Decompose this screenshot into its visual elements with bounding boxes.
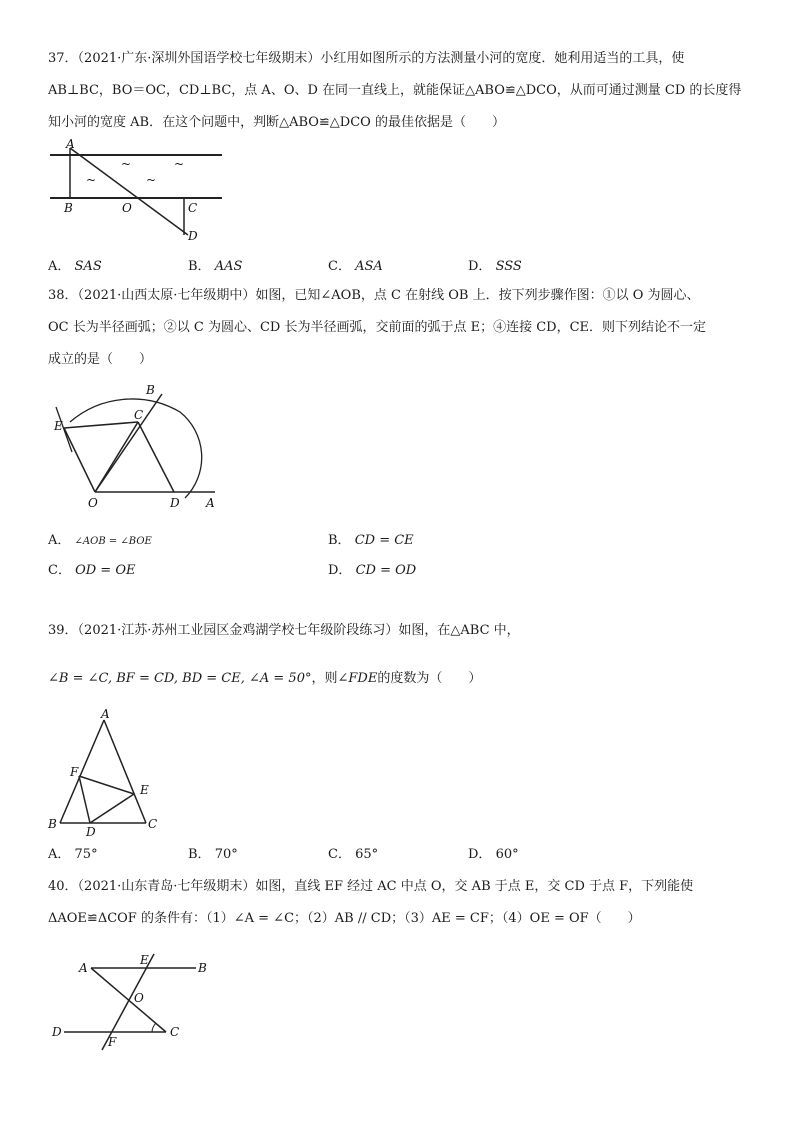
q38-option-a[interactable]: A． ∠AOB = ∠BOE — [48, 533, 152, 548]
q37-line1: 37．（2021·广东·深圳外国语学校七年级期末）小红用如图所示的方法测量小河的宽度．她利用适当的工具，使 — [48, 51, 685, 66]
q39-option-a[interactable]: A． 75° — [48, 847, 98, 862]
q40-label-c: C — [170, 1025, 180, 1039]
q37-label-b: B — [64, 201, 73, 215]
q40-label-d: D — [52, 1025, 62, 1039]
q37-option-c[interactable]: C． ASA — [328, 259, 383, 274]
q40-line1: 40．（2021·山东青岛·七年级期末）如图，直线 EF 经过 AC 中点 O，交 AB 于点 E，交 CD 于点 F，下列能使 — [48, 879, 694, 894]
q38-label-o: O — [88, 496, 98, 510]
q38-label-c: C — [134, 408, 144, 422]
q38-line2: OC 长为半径画弧；②以 C 为圆心、CD 长为半径画弧，交前面的弧于点 E；④连接 CD，CE．则下列结论不一定 — [48, 320, 707, 335]
q39-label-d: D — [86, 825, 96, 839]
q40-label-e: E — [140, 953, 149, 967]
q39-line2: ∠B = ∠C, BF = CD, BD = CE, ∠A = 50°，则∠FDE的度数为（ ） — [48, 671, 482, 686]
q39-line1: 39．（2021·江苏·苏州工业园区金鸡湖学校七年级阶段练习）如图，在△ABC 中， — [48, 623, 520, 638]
q37-wave-4: ~ — [146, 173, 157, 187]
q37-option-b[interactable]: B． AAS — [188, 259, 243, 274]
q38-line1: 38．（2021·山西太原·七年级期中）如图，已知∠AOB，点 C 在射线 OB 上．按下列步骤作图：①以 O 为圆心、 — [48, 288, 700, 303]
q38-label-b: B — [146, 383, 155, 397]
q37-wave-2: ~ — [174, 157, 185, 171]
q38-label-d: D — [170, 496, 180, 510]
q38-label-a: A — [206, 496, 215, 510]
q37-line2: AB⊥BC，BO＝OC，CD⊥BC，点 A、O、D 在同一直线上，就能保证△ABO≌△DCO，从而可通过测量 CD 的长度得 — [48, 83, 742, 98]
q39-option-b[interactable]: B． 70° — [188, 847, 238, 862]
q37-wave-1: ~ — [121, 157, 132, 171]
q38-figure — [50, 382, 230, 512]
q39-label-e: E — [140, 783, 149, 797]
q39-label-f: F — [70, 765, 79, 779]
q37-label-c: C — [188, 201, 198, 215]
q39-figure — [46, 708, 166, 838]
q37-wave-3: ~ — [86, 173, 97, 187]
q37-line3: 知小河的宽度 AB．在这个问题中，判断△ABO≌△DCO 的最佳依据是（ ） — [48, 115, 505, 130]
q40-label-o: O — [134, 991, 144, 1005]
q38-option-d[interactable]: D． CD = OD — [328, 563, 417, 578]
q37-option-d[interactable]: D． SSS — [468, 259, 522, 274]
q38-option-c[interactable]: C． OD = OE — [48, 563, 136, 578]
q39-label-a: A — [101, 707, 110, 721]
q37-label-a: A — [66, 137, 75, 151]
q38-label-e: E — [54, 419, 63, 433]
q39-label-c: C — [148, 817, 158, 831]
q40-label-b: B — [198, 961, 207, 975]
q39-label-b: B — [48, 817, 57, 831]
q40-label-f: F — [108, 1035, 117, 1049]
q39-option-d[interactable]: D． 60° — [468, 847, 519, 862]
q40-line2: ΔAOE≌ΔCOF 的条件有：（1）∠A = ∠C；（2）AB // CD；（3）AE = CF；（4）OE = OF（ ） — [48, 911, 641, 926]
q38-line3: 成立的是（ ） — [48, 352, 153, 367]
q40-figure — [46, 950, 226, 1060]
q40-label-a: A — [79, 961, 88, 975]
q38-option-b[interactable]: B． CD = CE — [328, 533, 414, 548]
q39-option-c[interactable]: C． 65° — [328, 847, 379, 862]
q37-figure — [46, 137, 246, 243]
q37-label-d: D — [188, 229, 198, 243]
q37-label-o: O — [122, 201, 132, 215]
q37-option-a[interactable]: A． SAS — [48, 259, 102, 274]
